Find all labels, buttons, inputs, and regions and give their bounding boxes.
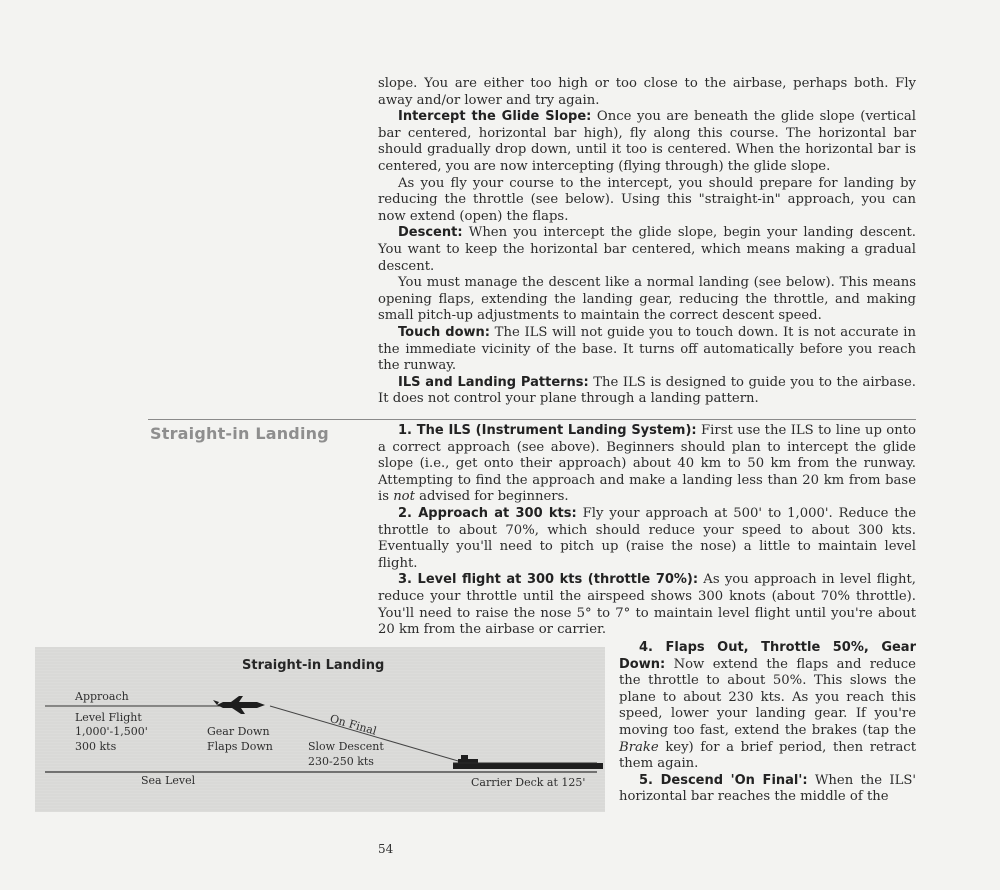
paragraph: Descent: When you intercept the glide slope, begin your landing descent. You want to keep the horizontal bar centered, which means making a gradual descent. [378, 225, 916, 274]
right-text-column [619, 640, 916, 806]
page-number: 54 [378, 842, 394, 856]
descent-speed-label: 230-250 kts [308, 755, 374, 768]
level-flight-label: Level Flight [75, 711, 142, 724]
step-2: 2. Approach at 300 kts: Fly your approach at 500' to 1,000'. Reduce the throttle to about 70%, which should reduce your speed to about 300 kts. Eventually you'll need to pitch up (raise the nose) a little to maintain level flight. [378, 505, 916, 571]
carrier-icon [453, 755, 603, 769]
paragraph: Touch down: The ILS will not guide you to touch down. It is not accurate in the immediate vicinity of the base. It turns off automatically before you reach the runway. [378, 324, 916, 374]
slow-descent-label: Slow Descent [308, 740, 384, 753]
gear-down-label: Gear Down [207, 725, 270, 738]
step-3: 3. Level flight at 300 kts (throttle 70%): As you approach in level flight, reduce your throttle until the airspeed shows 300 knots (about 70% throttle). You'll need to raise the nose 5° to 7° to maintain level flight until you're about 20 km from the airbase or carrier. [378, 572, 917, 638]
paragraph: As you fly your course to the intercept, you should prepare for landing by reducing the throttle (see below). Using this "straight-in" approach, you can now extend (open) the flaps. [378, 175, 916, 224]
paragraph: slope. You are either too high or too close to the airbase, perhaps both. Fly away and/or lower and try again. [378, 76, 916, 108]
step-1: 1. The ILS (Instrument Landing System): First use the ILS to line up onto a correct approach (see above). Beginners should plan to intercept the glide slope (i.e., get onto their approach) about 40 km to 50 km from the runway. Attempting to find the approach and make a landing less than 20 km from base is not advised for beginners. [378, 423, 916, 505]
on-final-label: On Final [328, 712, 379, 738]
altitude-label: 1,000'-1,500' [75, 725, 148, 738]
step-4: 4. Flaps Out, Throttle 50%, Gear Down: Now extend the flaps and reduce the throttle to about 50%. This slows the plane to about 230 kts. As you reach this speed, lower your landing gear. If you're moving too fast, extend the brakes (tap the Brake key) for a brief period, then retract them again. [619, 640, 916, 772]
section-text-column [378, 423, 916, 639]
straight-in-landing-diagram [35, 647, 605, 812]
sea-level-label: Sea Level [141, 774, 196, 787]
aircraft-icon [213, 696, 265, 714]
speed-label: 300 kts [75, 740, 117, 753]
step-5: 5. Descend 'On Final': When the ILS' horizontal bar reaches the middle of the [619, 772, 916, 805]
paragraph: You must manage the descent like a normal landing (see below). This means opening flaps, extending the landing gear, reducing the throttle, and making small pitch-up adjustments to maintain the correct descent speed. [378, 275, 916, 324]
flaps-down-label: Flaps Down [207, 740, 273, 753]
section-heading: Straight-in Landing [150, 424, 329, 443]
section-divider [148, 419, 916, 420]
intro-text-column [378, 76, 916, 408]
carrier-deck-label: Carrier Deck at 125' [471, 776, 586, 789]
approach-label: Approach [75, 690, 129, 703]
paragraph: ILS and Landing Patterns: The ILS is designed to guide you to the airbase. It does not control your plane through a landing pattern. [378, 374, 916, 407]
paragraph: Intercept the Glide Slope: Once you are beneath the glide slope (vertical bar centered, horizontal bar high), fly along this course. The horizontal bar should gradually drop down, until it too is centered. When the horizontal bar is centered, you are now intercepting (flying through) the glide slope. [378, 109, 916, 174]
diagram-title: Straight-in Landing [242, 658, 385, 673]
